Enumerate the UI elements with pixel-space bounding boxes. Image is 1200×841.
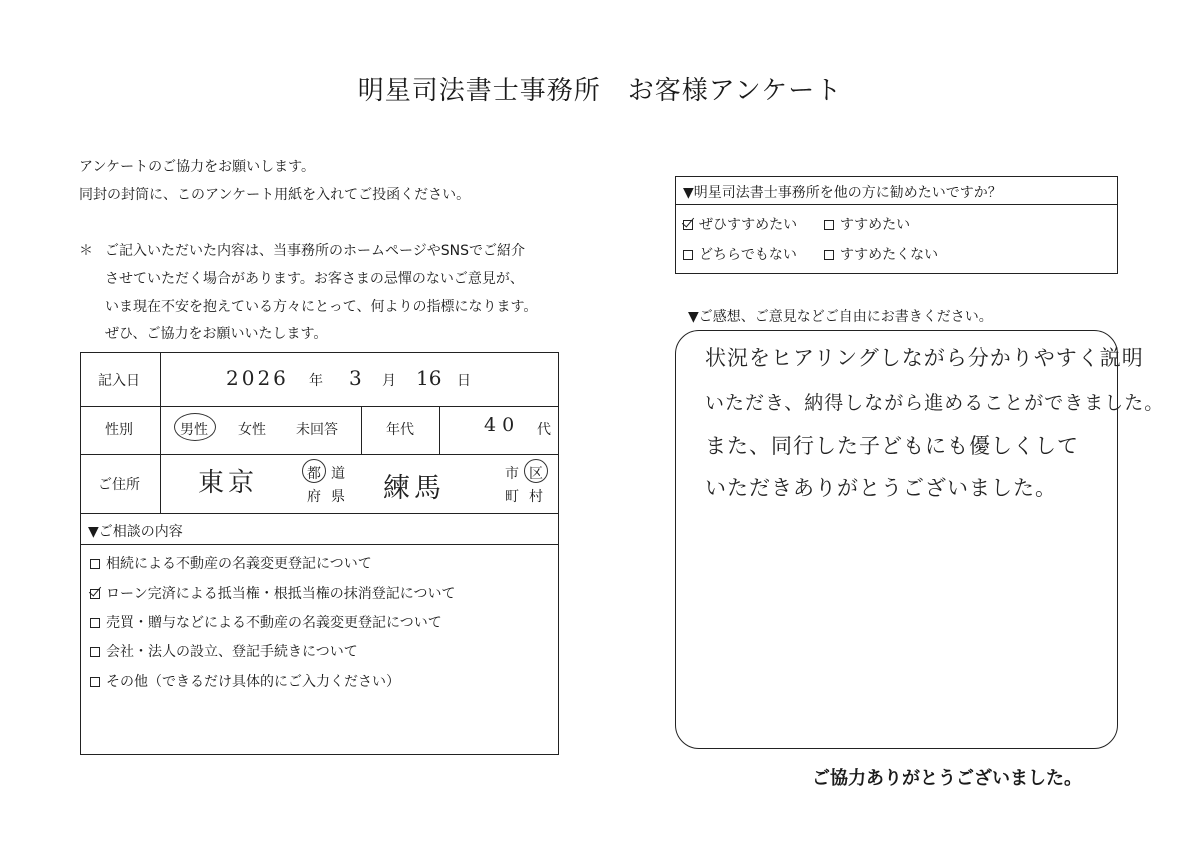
gender-selected-circle bbox=[174, 413, 216, 441]
checkbox[interactable] bbox=[824, 250, 834, 260]
intro-line-1: アンケートのご協力をお願いします。 bbox=[79, 159, 316, 175]
note-line-4: ぜひ、ご協力をお願いいたします。 bbox=[105, 326, 328, 342]
gender-option-male[interactable]: 男性 bbox=[180, 422, 208, 438]
recommend-option-label: どちらでもない bbox=[699, 247, 797, 263]
city-unit-ku: 区 bbox=[529, 466, 543, 482]
pref-unit-to: 都 bbox=[307, 466, 321, 482]
checkbox-checked[interactable] bbox=[90, 589, 100, 599]
pref-unit-fu: 府 bbox=[307, 489, 321, 505]
checkbox[interactable] bbox=[90, 647, 100, 657]
checkbox[interactable] bbox=[90, 618, 100, 628]
recommend-option[interactable] bbox=[824, 214, 910, 234]
recommend-option-label: すすめたくない bbox=[840, 247, 939, 263]
gender-label: 性別 bbox=[105, 422, 133, 438]
date-day[interactable]: 16 bbox=[416, 366, 442, 390]
note-line-1: ご記入いただいた内容は、当事務所のホームページやSNSでご紹介 bbox=[105, 243, 525, 259]
day-unit: 日 bbox=[457, 373, 471, 389]
note-mark: ＊ bbox=[79, 243, 93, 259]
age-value[interactable]: 40 bbox=[484, 414, 521, 436]
checkbox[interactable] bbox=[90, 559, 100, 569]
date-year[interactable]: 2026 bbox=[226, 366, 289, 390]
city-unit-son: 村 bbox=[529, 489, 543, 505]
comment-line-3: また、同行した子どもにも優しくして bbox=[705, 434, 1079, 458]
comment-line-4: いただきありがとうございました。 bbox=[705, 476, 1057, 500]
checkbox[interactable] bbox=[90, 677, 100, 687]
consult-item[interactable] bbox=[90, 553, 372, 573]
consult-item-label: 相続による不動産の名義変更登記について bbox=[106, 556, 372, 572]
pref-unit-do: 道 bbox=[331, 466, 345, 482]
consult-item-label: その他（できるだけ具体的にご入力ください） bbox=[106, 674, 400, 690]
age-unit: 代 bbox=[537, 422, 551, 438]
consult-header: ▼ご相談の内容 bbox=[88, 524, 183, 540]
consult-item[interactable] bbox=[90, 641, 358, 661]
note-line-2: させていただく場合があります。お客さまの忌憚のないご意見が、 bbox=[105, 271, 524, 287]
page-title: 明星司法書士事務所 お客様アンケート bbox=[357, 76, 843, 106]
pref-unit-ken: 県 bbox=[331, 489, 345, 505]
consult-item-label: 会社・法人の設立、登記手続きについて bbox=[106, 644, 358, 660]
city-unit-cho: 町 bbox=[505, 489, 519, 505]
gender-option-female[interactable]: 女性 bbox=[238, 422, 266, 438]
prefecture-value[interactable]: 東京 bbox=[198, 468, 259, 498]
city-selected-circle bbox=[524, 459, 548, 483]
recommend-header: ▼明星司法書士事務所を他の方に勧めたいですか？ bbox=[683, 185, 1002, 201]
consult-item[interactable] bbox=[90, 671, 400, 691]
age-label: 年代 bbox=[386, 422, 414, 438]
recommend-option[interactable] bbox=[824, 244, 938, 264]
intro-line-2: 同封の封筒に、このアンケート用紙を入れてご投函ください。 bbox=[79, 187, 471, 203]
recommend-option-label: ぜひすすめたい bbox=[699, 217, 798, 233]
year-unit: 年 bbox=[309, 373, 323, 389]
pref-selected-circle bbox=[302, 459, 326, 483]
consult-item[interactable] bbox=[90, 583, 455, 603]
date-label: 記入日 bbox=[98, 373, 140, 389]
checkbox[interactable] bbox=[824, 220, 834, 230]
recommend-option-label: すすめたい bbox=[840, 217, 911, 233]
note-line-3: いま現在不安を抱えている方々にとって、何よりの指標になります。 bbox=[105, 299, 538, 315]
consult-item[interactable] bbox=[90, 612, 442, 632]
comments-header: ▼ご感想、ご意見などご自由にお書きください。 bbox=[688, 309, 993, 325]
address-label: ご住所 bbox=[98, 477, 140, 493]
consult-item-label: 売買・贈与などによる不動産の名義変更登記について bbox=[106, 615, 442, 631]
comment-line-1: 状況をヒアリングしながら分かりやすく説明 bbox=[705, 346, 1144, 370]
checkbox-checked[interactable] bbox=[683, 220, 693, 230]
consult-item-label: ローン完済による抵当権・根抵当権の抹消登記について bbox=[106, 586, 456, 602]
gender-option-none[interactable]: 未回答 bbox=[296, 422, 338, 438]
recommend-option[interactable] bbox=[683, 244, 797, 264]
thanks-message: ご協力ありがとうございました。 bbox=[812, 768, 1082, 789]
comment-line-2: いただき、納得しながら進めることができました。 bbox=[705, 392, 1165, 414]
date-month[interactable]: 3 bbox=[349, 366, 362, 390]
checkbox[interactable] bbox=[683, 250, 693, 260]
city-unit-shi: 市 bbox=[505, 466, 519, 482]
month-unit: 月 bbox=[382, 373, 396, 389]
city-value[interactable]: 練馬 bbox=[383, 473, 445, 504]
recommend-option[interactable] bbox=[683, 214, 797, 234]
